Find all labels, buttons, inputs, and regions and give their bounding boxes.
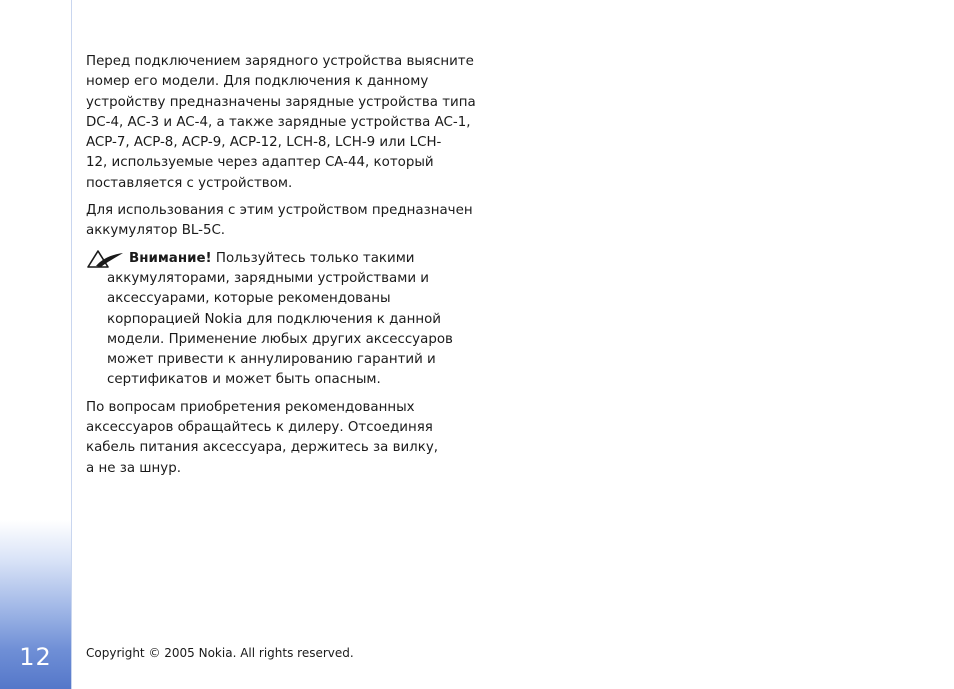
paragraph-charger-models: Перед подключением зарядного устройства выясните номер его модели. Для подключения к данному устройству предназначены зарядные устройства типа DC-4, AC-3 и AC-4, а также зарядные устройства AC-1, ACP-7, ACP-8, ACP-9, ACP-12, LCH-8, LCH-9 или LCH- 12, используемые через адаптер CA-44, который поставляется с устройством. bbox=[86, 54, 476, 191]
warning-text bbox=[107, 249, 476, 391]
paragraph-battery: Для использования с этим устройством предназначен аккумулятор BL-5C. bbox=[86, 203, 473, 239]
warning-first-line: Пользуйтесь только такими bbox=[211, 250, 415, 266]
paragraph-accessories: По вопросам приобретения рекомендованных аксессуаров обращайтесь к дилеру. Отсоединяя кабель питания аксессуара, держитесь за вилку, а не за шнур. bbox=[86, 399, 439, 476]
warning-rest: аккумуляторами, зарядными устройствами и аксессуарами, которые рекомендованы корпорацией Nokia для подключения к данной модели. Применение любых других аксессуаров может привести к аннулированию гарантий и сертификатов и может быть опасным. bbox=[107, 270, 453, 388]
footer-copyright: Copyright © 2005 Nokia. All rights reserved. bbox=[86, 646, 354, 660]
warning-triangle-icon bbox=[87, 250, 125, 268]
page-content bbox=[86, 52, 476, 486]
page-sidebar bbox=[0, 0, 72, 689]
warning-label: Внимание! bbox=[129, 250, 212, 266]
warning-block bbox=[86, 249, 476, 391]
page-number: 12 bbox=[19, 643, 52, 671]
